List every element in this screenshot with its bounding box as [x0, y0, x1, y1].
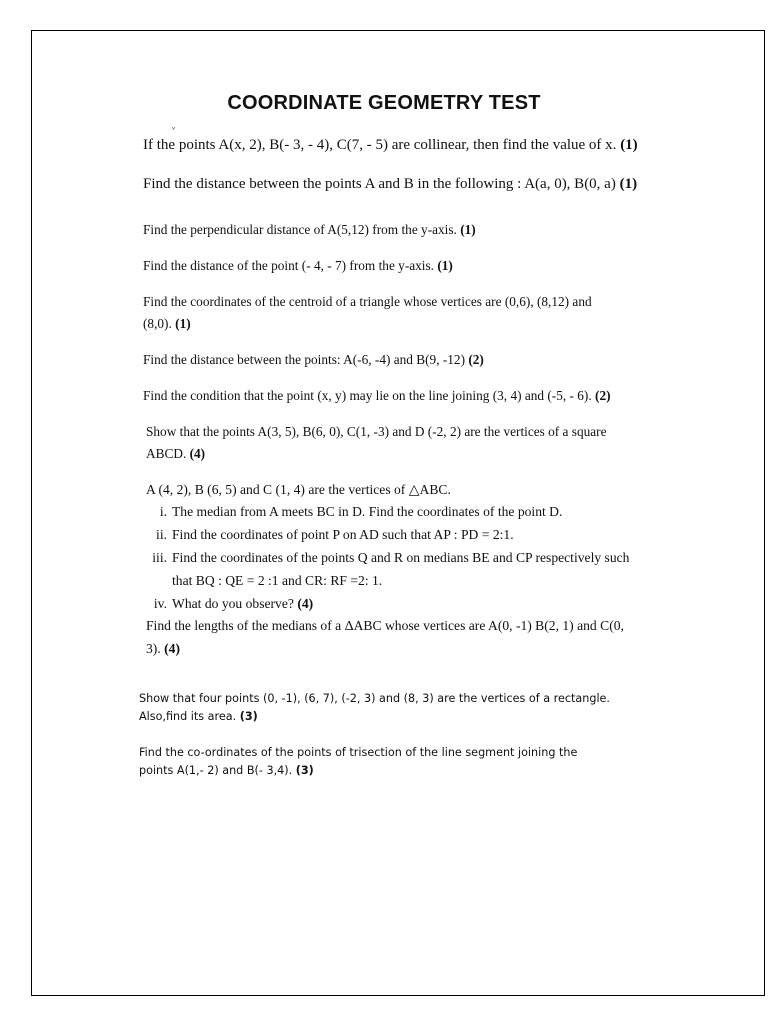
question-10 — [146, 615, 624, 660]
triangle-icon: △ — [408, 483, 420, 498]
question-text: ABC. — [419, 482, 451, 497]
part-text: that BQ : QE = 2 :1 and CR: RF =2: 1. — [172, 573, 383, 588]
part-number: iv. — [153, 596, 167, 611]
question-text: ABC whose vertices are A(0, -1) B(2, 1) and C(0, — [353, 618, 624, 633]
question-text: If the points A(x, 2), B(- 3, - 4), C(7, - 5) are collinear, then find the value of x. — [143, 137, 617, 153]
tick-mark: ᵛ — [172, 125, 176, 134]
question-9-part — [143, 592, 313, 615]
question-text-line-1: Show that four points (0, -1), (6, 7), (-2, 3) and (8, 3) are the vertices of a rectangle. — [139, 692, 610, 705]
question-marks: (2) — [595, 388, 611, 403]
question-marks: (1) — [619, 176, 638, 192]
part-text: Find the coordinates of the points Q and R on medians BE and CP respectively such — [172, 550, 630, 565]
question-9-intro — [146, 478, 451, 502]
question-text: Find the perpendicular distance of A(5,12) from the y-axis. — [143, 222, 457, 237]
question-1 — [143, 134, 638, 156]
part-number: iii. — [152, 550, 167, 565]
question-text-line-2: Also,find its area. — [139, 710, 237, 723]
question-text-line-2: 3). — [146, 641, 161, 656]
question-text-line-1: Find the coordinates of the centroid of a triangle whose vertices are (0,6), (8,12) and — [143, 294, 592, 309]
part-text: What do you observe? — [172, 596, 294, 611]
question-12 — [139, 744, 577, 780]
question-text: Find the distance of the point (- 4, - 7) from the y-axis. — [143, 258, 434, 273]
question-text: A (4, 2), B (6, 5) and C (1, 4) are the vertices of — [146, 482, 406, 497]
question-marks: (4) — [164, 641, 180, 656]
question-6 — [143, 349, 484, 371]
question-text-line-2: ABCD. — [146, 446, 187, 461]
question-marks: (1) — [437, 258, 453, 273]
question-text-line-1: Show that the points A(3, 5), B(6, 0), C(1, -3) and D (-2, 2) are the vertices of a square — [146, 424, 607, 439]
triangle-icon: Δ — [344, 619, 354, 634]
question-marks: (1) — [175, 316, 191, 331]
question-marks: (1) — [620, 137, 638, 153]
question-text: Find the lengths of the medians of a — [146, 618, 342, 633]
part-number: i. — [159, 504, 167, 519]
question-text-line-2: points A(1,- 2) and B(- 3,4). — [139, 764, 293, 777]
question-text-line-1: Find the co-ordinates of the points of trisection of the line segment joining the — [139, 746, 578, 759]
question-2 — [143, 173, 637, 195]
page-title: COORDINATE GEOMETRY TEST — [227, 92, 541, 114]
question-9-part — [143, 523, 514, 546]
question-5 — [143, 291, 592, 335]
part-text: Find the coordinates of point P on AD such that AP : PD = 2:1. — [172, 527, 514, 542]
question-text: Find the condition that the point (x, y) may lie on the line joining (3, 4) and (-5, - 6). — [143, 388, 592, 403]
question-11 — [139, 690, 610, 726]
question-text-line-2: (8,0). — [143, 316, 172, 331]
part-text: The median from A meets BC in D. Find the coordinates of the point D. — [172, 504, 563, 519]
question-marks: (4) — [189, 446, 206, 461]
question-9-part — [143, 500, 562, 523]
question-9-part — [143, 546, 629, 569]
question-text: Find the distance between the points: A(-6, -4) and B(9, -12) — [143, 352, 466, 367]
question-4 — [143, 255, 453, 277]
question-marks: (3) — [295, 764, 314, 777]
question-9-part — [143, 569, 382, 592]
question-3 — [143, 219, 476, 241]
part-number: ii. — [156, 527, 167, 542]
question-text: Find the distance between the points A and B in the following : A(a, 0), B(0, a) — [143, 176, 616, 192]
question-marks: (1) — [460, 222, 476, 237]
question-marks: (2) — [468, 352, 484, 367]
question-8 — [146, 421, 606, 465]
question-marks: (3) — [239, 710, 258, 723]
question-7 — [143, 385, 611, 407]
question-marks: (4) — [297, 596, 314, 611]
